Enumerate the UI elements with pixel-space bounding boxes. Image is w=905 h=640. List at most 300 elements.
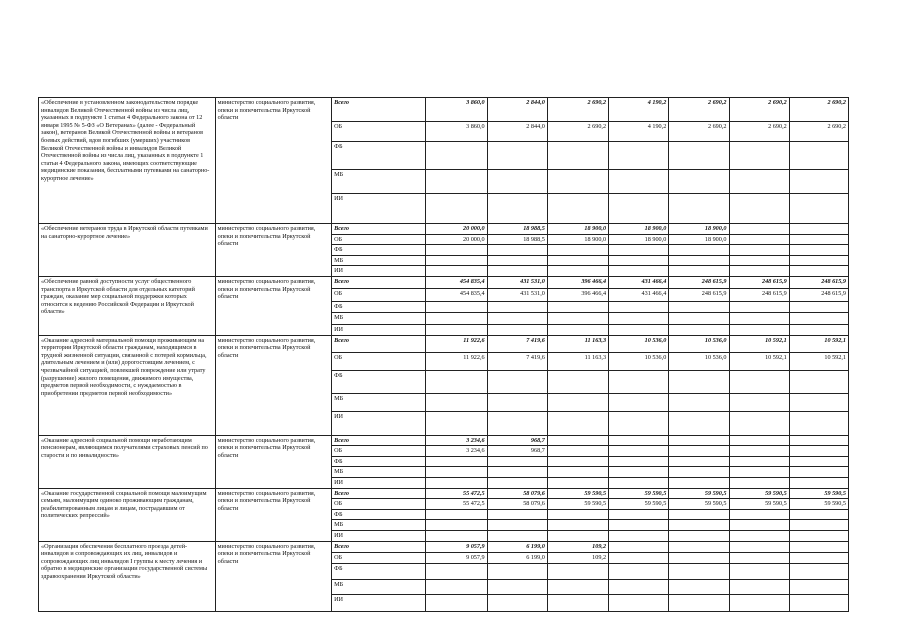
amount-cell [609,530,669,541]
amount-cell: 968,7 [487,446,547,457]
amount-cell [729,312,789,324]
amount-cell [487,579,547,594]
amount-cell: 18 900,0 [547,234,608,245]
amount-cell: 7 419,6 [487,335,547,352]
amount-cell [487,266,547,277]
amount-cell [609,579,669,594]
amount-cell [609,456,669,467]
amount-cell: 4 190,2 [609,122,669,142]
amount-cell [669,509,729,520]
funding-source-label: МБ [332,579,426,594]
amount-cell [669,530,729,541]
amount-cell [547,301,608,312]
amount-cell [547,324,608,335]
amount-cell [669,541,729,552]
amount-cell [487,509,547,520]
funding-source-label: ОБ [332,552,426,563]
amount-cell [669,411,729,435]
amount-cell [426,520,487,531]
amount-cell [487,301,547,312]
amount-cell: 59 590,5 [729,499,789,510]
amount-cell [609,324,669,335]
amount-cell: 55 472,5 [426,499,487,510]
amount-cell: 59 590,5 [789,488,848,499]
amount-cell: 431 531,0 [487,288,547,301]
amount-cell [609,541,669,552]
amount-cell: 59 590,5 [789,499,848,510]
funding-source-label: ФБ [332,301,426,312]
amount-cell [729,541,789,552]
amount-cell [789,170,848,194]
funding-source-label: ИИ [332,194,426,224]
amount-cell: 9 057,9 [426,541,487,552]
funding-source-label: ИИ [332,324,426,335]
amount-cell [547,467,608,478]
amount-cell [609,467,669,478]
amount-cell [609,552,669,563]
amount-cell [669,467,729,478]
amount-cell: 11 922,6 [426,352,487,370]
amount-cell [729,509,789,520]
amount-cell [547,411,608,435]
funding-source-label: Всего [332,435,426,446]
table-row [39,276,849,288]
funding-source-label: МБ [332,393,426,411]
funding-source-label: МБ [332,312,426,324]
amount-cell [547,520,608,531]
amount-cell [789,370,848,393]
funding-source-label: ФБ [332,245,426,256]
amount-cell [789,245,848,256]
amount-cell [729,456,789,467]
measure-description: «Оказание адресной социальной помощи неработающим пенсионерам, являющимся получателями страховых пенсий по старости и по инвалидности» [39,435,216,488]
amount-cell [669,255,729,266]
amount-cell [789,509,848,520]
funding-source-label: ОБ [332,234,426,245]
amount-cell [609,594,669,611]
table-row [39,98,849,122]
amount-cell: 4 190,2 [609,98,669,122]
amount-cell [789,530,848,541]
amount-cell [729,324,789,335]
amount-cell: 58 079,6 [487,488,547,499]
amount-cell [547,579,608,594]
amount-cell [609,477,669,488]
amount-cell [729,435,789,446]
amount-cell [729,266,789,277]
amount-cell: 2 690,2 [669,122,729,142]
amount-cell: 10 592,1 [729,352,789,370]
amount-cell [547,509,608,520]
amount-cell [426,312,487,324]
amount-cell: 18 900,0 [547,224,608,235]
amount-cell [669,301,729,312]
amount-cell [789,552,848,563]
funding-source-label: МБ [332,170,426,194]
amount-cell: 454 835,4 [426,276,487,288]
amount-cell: 59 590,5 [547,499,608,510]
amount-cell [547,370,608,393]
amount-cell: 59 590,5 [547,488,608,499]
amount-cell: 18 900,0 [669,224,729,235]
amount-cell: 18 900,0 [609,224,669,235]
funding-source-label: ИИ [332,594,426,611]
amount-cell [729,370,789,393]
funding-source-label: ФБ [332,456,426,467]
amount-cell: 10 592,1 [729,335,789,352]
amount-cell [609,170,669,194]
amount-cell [609,393,669,411]
amount-cell: 396 466,4 [547,288,608,301]
amount-cell: 59 590,5 [669,488,729,499]
amount-cell: 9 057,9 [426,552,487,563]
amount-cell [487,456,547,467]
amount-cell [487,594,547,611]
measure-description: «Организация обеспечения бесплатного проезда детей-инвалидов и сопровождающих их лиц, инвалидов и сопровождающих лиц инвалидов I группы к месту лечения и обратно в медицинские организации государственной системы здравоохранения Иркутской области» [39,541,216,611]
responsible-executor: министерство социального развития, опеки и попечительства Иркутской области [215,435,331,488]
amount-cell [669,435,729,446]
amount-cell [426,579,487,594]
amount-cell [729,142,789,170]
amount-cell [729,563,789,579]
amount-cell [487,194,547,224]
amount-cell [547,477,608,488]
amount-cell [426,411,487,435]
amount-cell [669,142,729,170]
amount-cell: 248 615,9 [789,276,848,288]
amount-cell [789,541,848,552]
amount-cell: 248 615,9 [789,288,848,301]
amount-cell [609,312,669,324]
amount-cell [669,446,729,457]
funding-source-label: ОБ [332,446,426,457]
amount-cell [729,579,789,594]
amount-cell: 18 988,5 [487,224,547,235]
amount-cell: 7 419,6 [487,352,547,370]
amount-cell: 55 472,5 [426,488,487,499]
amount-cell [669,170,729,194]
amount-cell: 396 466,4 [547,276,608,288]
amount-cell: 248 615,9 [729,288,789,301]
amount-cell [487,370,547,393]
amount-cell [669,456,729,467]
amount-cell [547,594,608,611]
funding-source-label: ФБ [332,142,426,170]
responsible-executor: министерство социального развития, опеки и попечительства Иркутской области [215,276,331,335]
amount-cell [789,142,848,170]
amount-cell [547,393,608,411]
amount-cell [729,194,789,224]
amount-cell [609,266,669,277]
amount-cell [729,393,789,411]
amount-cell: 18 900,0 [669,234,729,245]
amount-cell [547,446,608,457]
amount-cell [426,370,487,393]
measure-description: «Обеспечение в установленном законодательством порядке инвалидов Великой Отечественной войны из числа лиц, указанных в подпункте 1 статьи 4 Федерального закона от 12 января 1995 № 5-ФЗ «О Ветеранах» (далее - Федеральный закон), ветеранов Великой Отечественной войны и ветеранов боевых действий, вдов погибших (умерших) участников Великой Отечественной войны и инвалидов Великой Отечественной войны из числа лиц, указанных в подпункте 1 статьи 4 Федерального закона, имеющих соответствующие медицинские показания, бесплатными путевками на санаторно-курортное лечение» [39,98,216,224]
funding-source-label: ОБ [332,499,426,510]
amount-cell: 11 922,6 [426,335,487,352]
amount-cell [426,255,487,266]
amount-cell [487,530,547,541]
amount-cell [547,530,608,541]
amount-cell [729,477,789,488]
amount-cell: 59 590,5 [609,499,669,510]
amount-cell [669,477,729,488]
measure-description: «Оказание государственной социальной помощи малоимущим семьям, малоимущим одиноко проживающим гражданам, реабилитированным лицам и лицам, пострадавшим от политических репрессий» [39,488,216,541]
table-row [39,335,849,352]
amount-cell: 2 690,2 [729,122,789,142]
amount-cell [669,370,729,393]
amount-cell: 3 234,6 [426,435,487,446]
amount-cell [729,224,789,235]
funding-source-label: ИИ [332,266,426,277]
amount-cell [729,520,789,531]
funding-source-label: ФБ [332,563,426,579]
amount-cell: 2 690,2 [729,98,789,122]
amount-cell: 2 690,2 [547,122,608,142]
amount-cell [729,467,789,478]
amount-cell [609,255,669,266]
amount-cell [609,411,669,435]
amount-cell [789,411,848,435]
funding-source-label: ИИ [332,530,426,541]
amount-cell [547,142,608,170]
amount-cell: 10 536,0 [609,352,669,370]
amount-cell: 18 988,5 [487,234,547,245]
amount-cell [789,266,848,277]
amount-cell [729,255,789,266]
table-row [39,488,849,499]
amount-cell [669,324,729,335]
table-body [39,98,849,612]
amount-cell: 59 590,5 [729,488,789,499]
amount-cell [426,266,487,277]
amount-cell [669,194,729,224]
amount-cell [609,142,669,170]
amount-cell [426,194,487,224]
amount-cell [426,170,487,194]
amount-cell [669,245,729,256]
amount-cell [609,446,669,457]
amount-cell [789,435,848,446]
amount-cell [426,301,487,312]
amount-cell [426,142,487,170]
responsible-executor: министерство социального развития, опеки и попечительства Иркутской области [215,224,331,277]
amount-cell [547,194,608,224]
amount-cell [487,563,547,579]
amount-cell [789,194,848,224]
amount-cell [487,411,547,435]
amount-cell: 20 000,0 [426,224,487,235]
amount-cell [547,170,608,194]
amount-cell [426,324,487,335]
responsible-executor: министерство социального развития, опеки и попечительства Иркутской области [215,335,331,435]
amount-cell [789,520,848,531]
amount-cell: 59 590,5 [609,488,669,499]
amount-cell [789,467,848,478]
funding-source-label: МБ [332,467,426,478]
amount-cell [729,234,789,245]
amount-cell: 10 536,0 [669,352,729,370]
amount-cell: 109,2 [547,541,608,552]
amount-cell [789,594,848,611]
amount-cell: 10 592,1 [789,335,848,352]
amount-cell [426,245,487,256]
amount-cell: 58 079,6 [487,499,547,510]
amount-cell: 431 466,4 [609,288,669,301]
amount-cell [729,411,789,435]
amount-cell: 2 844,0 [487,122,547,142]
amount-cell [789,456,848,467]
amount-cell: 11 163,3 [547,352,608,370]
amount-cell [789,393,848,411]
funding-source-label: ИИ [332,411,426,435]
amount-cell [487,255,547,266]
amount-cell: 10 536,0 [609,335,669,352]
amount-cell [426,467,487,478]
amount-cell: 3 234,6 [426,446,487,457]
amount-cell [426,456,487,467]
amount-cell [669,312,729,324]
amount-cell [609,194,669,224]
amount-cell: 248 615,9 [669,288,729,301]
amount-cell [487,520,547,531]
amount-cell [547,456,608,467]
amount-cell [669,563,729,579]
budget-table [38,97,849,612]
table-row [39,435,849,446]
measure-description: «Оказание адресной материальной помощи проживающим на территории Иркутской области гражданам, находящимся в трудной жизненной ситуации, связанной с потерей кормильца, длительным лечением и (или) дорогостоящим лечением, с чрезвычайной ситуацией, повлекшей повреждение или утрату (разрушение) жилого помещения, движимого имущества, предметов первой необходимости, с нуждаемостью в приобретении предметов первой необходимости» [39,335,216,435]
amount-cell [669,266,729,277]
amount-cell [609,370,669,393]
funding-source-label: МБ [332,255,426,266]
amount-cell [669,393,729,411]
amount-cell [789,255,848,266]
amount-cell: 2 690,2 [789,98,848,122]
amount-cell: 11 163,3 [547,335,608,352]
amount-cell: 3 860,0 [426,122,487,142]
funding-source-label: ОБ [332,352,426,370]
amount-cell [789,234,848,245]
amount-cell [669,552,729,563]
amount-cell: 2 690,2 [789,122,848,142]
amount-cell: 248 615,9 [669,276,729,288]
amount-cell [426,477,487,488]
amount-cell: 6 199,0 [487,552,547,563]
amount-cell [547,312,608,324]
amount-cell [547,245,608,256]
amount-cell [426,509,487,520]
amount-cell [487,245,547,256]
funding-source-label: Всего [332,335,426,352]
amount-cell: 248 615,9 [729,276,789,288]
amount-cell [426,530,487,541]
amount-cell [729,245,789,256]
amount-cell [729,301,789,312]
amount-cell [609,509,669,520]
funding-source-label: Всего [332,488,426,499]
amount-cell [547,563,608,579]
amount-cell [669,594,729,611]
amount-cell [487,393,547,411]
amount-cell [609,245,669,256]
amount-cell [487,312,547,324]
funding-source-label: ФБ [332,509,426,520]
amount-cell [547,266,608,277]
amount-cell [487,170,547,194]
responsible-executor: министерство социального развития, опеки и попечительства Иркутской области [215,98,331,224]
amount-cell: 10 536,0 [669,335,729,352]
responsible-executor: министерство социального развития, опеки и попечительства Иркутской области [215,541,331,611]
amount-cell: 968,7 [487,435,547,446]
amount-cell [487,467,547,478]
amount-cell [426,393,487,411]
amount-cell [729,530,789,541]
funding-source-label: Всего [332,98,426,122]
amount-cell [487,142,547,170]
amount-cell [547,255,608,266]
amount-cell: 59 590,5 [669,499,729,510]
amount-cell [609,435,669,446]
funding-source-label: ОБ [332,288,426,301]
amount-cell [426,594,487,611]
amount-cell: 2 690,2 [547,98,608,122]
amount-cell [789,446,848,457]
amount-cell [547,435,608,446]
amount-cell [609,563,669,579]
amount-cell [729,446,789,457]
table-row [39,224,849,235]
amount-cell [789,579,848,594]
funding-source-label: ОБ [332,122,426,142]
amount-cell [426,563,487,579]
funding-source-label: ИИ [332,477,426,488]
amount-cell [487,477,547,488]
amount-cell [789,312,848,324]
table-row [39,541,849,552]
funding-source-label: МБ [332,520,426,531]
amount-cell: 3 860,0 [426,98,487,122]
amount-cell [789,324,848,335]
measure-description: «Обеспечение равной доступности услуг общественного транспорта в Иркутской области для отдельных категорий граждан, оказание мер социальной поддержки которых относится к ведению Российской Федерации и Иркутской области» [39,276,216,335]
amount-cell: 454 835,4 [426,288,487,301]
amount-cell: 18 900,0 [609,234,669,245]
amount-cell: 10 592,1 [789,352,848,370]
amount-cell [789,301,848,312]
amount-cell [729,170,789,194]
amount-cell: 109,2 [547,552,608,563]
amount-cell: 6 199,0 [487,541,547,552]
amount-cell [609,301,669,312]
amount-cell: 2 844,0 [487,98,547,122]
amount-cell [669,520,729,531]
amount-cell [669,579,729,594]
amount-cell: 2 690,2 [669,98,729,122]
measure-description: «Обеспечение ветеранов труда в Иркутской области путевками на санаторно-курортное лечение» [39,224,216,277]
amount-cell [609,520,669,531]
amount-cell [729,594,789,611]
amount-cell: 20 000,0 [426,234,487,245]
amount-cell [789,477,848,488]
amount-cell [487,324,547,335]
amount-cell [789,563,848,579]
amount-cell [789,224,848,235]
funding-source-label: Всего [332,276,426,288]
amount-cell: 431 531,0 [487,276,547,288]
amount-cell: 431 466,4 [609,276,669,288]
responsible-executor: министерство социального развития, опеки и попечительства Иркутской области [215,488,331,541]
funding-source-label: Всего [332,224,426,235]
